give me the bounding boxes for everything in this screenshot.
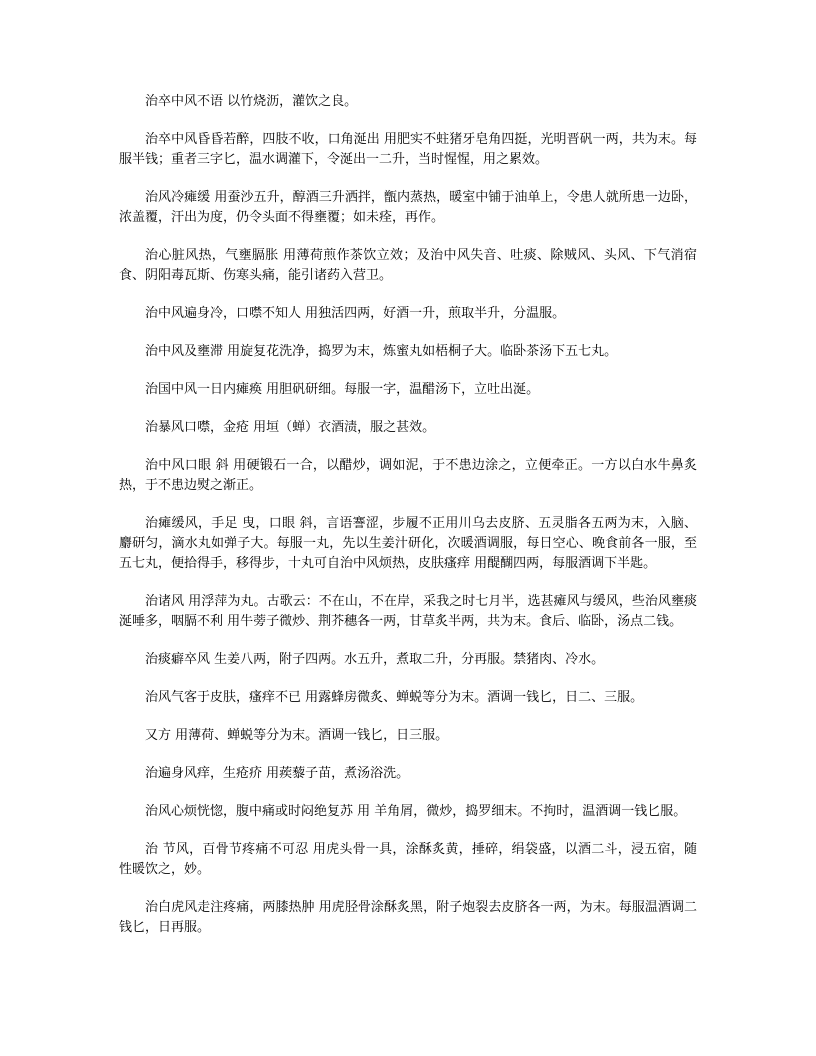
paragraph-4: 治心脏风热，气壅膈胀 用薄荷煎作茶饮立效；及治中风失音、吐痰、除贼风、头风、下气消宿食、阴阳毒瓦斯、伤寒头痛，能引诸药入营卫。 [119,248,697,283]
paragraph-15: 治遍身风痒，生疮疥 用蒺藜子苗，煮汤浴洗。 [145,766,410,781]
paragraph-3: 治风冷瘫缓 用蚕沙五升，醇酒三升洒拌，甑内蒸热，暖室中铺于油单上，令患人就所患一边卧，浓盖覆，汗出为度，仍令头面不得壅覆；如未痊，再作。 [119,190,697,225]
paragraph-18: 治白虎风走注疼痛，两膝热肿 用虎胫骨涂酥炙黑，附子炮裂去皮脐各一两，为末。每服温酒调二钱匕，日再服。 [119,900,697,935]
paragraph-9: 治中风口眼 斜 用硬锻石一合，以醋炒，调如泥，于不患边涂之，立便牵正。一方以白水牛鼻炙热，于不患边熨之渐正。 [119,458,697,493]
paragraph-13: 治风气客于皮肤，瘙痒不已 用露蜂房微炙、蝉蜕等分为末。酒调一钱匕，日二、三服。 [145,690,644,705]
paragraph-11: 治诸风 用浮萍为丸。古歌云：不在山，不在岸，采我之时七月半，选甚瘫风与缓风，些治风壅痰涎唾多，咽膈不利 用牛蒡子微炒、荆芥穗各一两，甘草炙半两，共为末。食后、临卧，汤点二钱。 [119,594,697,629]
paragraph-12: 治痰癖卒风 生姜八两，附子四两。水五升，煮取二升，分再服。禁猪肉、冷水。 [145,652,605,667]
paragraph-7: 治国中风一日内瘫痪 用胆矾研细。每服一字，温醋汤下，立吐出涎。 [145,382,540,397]
paragraph-8: 治暴风口噤，金疮 用垣（蝉）衣酒渍，服之甚效。 [145,420,436,435]
paragraph-16: 治风心烦恍惚，腹中痛或时闷绝复苏 用 羊角屑，微炒，捣罗细末。不拘时，温酒调一钱匕服。 [145,804,687,819]
paragraph-10: 治瘫缓风，手足 曳，口眼 斜，言语謇涩，步履不正用川乌去皮脐、五灵脂各五两为末，入脑、麝研匀，滴水丸如弹子大。每服一丸，先以生姜汁研化，次暖酒调服，每日空心、晚食前各一服，至五七丸，便拾得手，移得步，十丸可自治中风烦热，皮肤瘙痒 用醍醐四两，每服酒调下半匙。 [119,516,697,571]
paragraph-14: 又方 用薄荷、蝉蜕等分为末。酒调一钱匕，日三服。 [145,728,449,743]
paragraph-1: 治卒中风不语 以竹烧沥，灌饮之良。 [145,94,358,109]
paragraph-5: 治中风遍身冷，口噤不知人 用独活四两，好酒一升，煎取半升，分温服。 [145,306,566,321]
paragraph-2: 治卒中风昏昏若醉，四肢不收，口角涎出 用肥实不蛀猪牙皂角四挺，光明晋矾一两，共为末。每服半钱；重者三字匕，温水调灌下，令涎出一二升，当时惺惺，用之累效。 [119,132,697,167]
paragraph-6: 治中风及壅滞 用旋复花洗净，捣罗为末，炼蜜丸如梧桐子大。临卧茶汤下五七丸。 [145,344,618,359]
paragraph-17: 治 节风，百骨节疼痛不可忍 用虎头骨一具，涂酥炙黄，捶碎，绢袋盛，以酒二斗，浸五宿，随性暖饮之，妙。 [119,842,697,877]
document-page [119,92,697,956]
